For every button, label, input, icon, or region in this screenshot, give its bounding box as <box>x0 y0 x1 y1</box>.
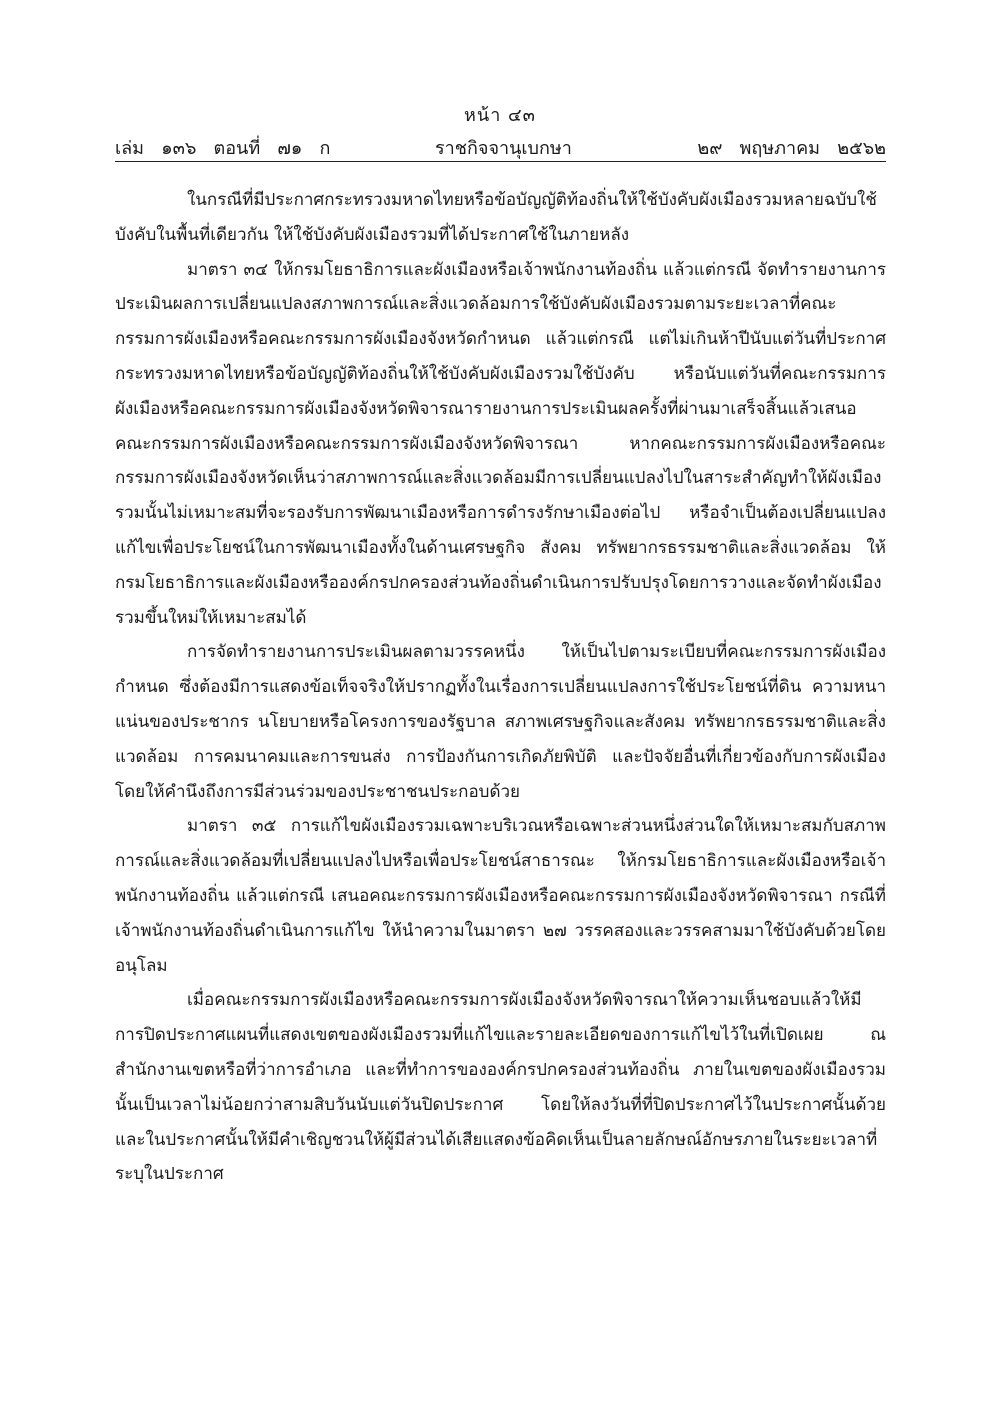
paragraph: การจัดทำรายงานการประเมินผลตามวรรคหนึ่ง ให้เป็นไปตามระเบียบที่คณะกรรมการผังเมืองกำหนด ซึ่งต้องมีการแสดงข้อเท็จจริงให้ปรากฏทั้งในเรื่องการเปลี่ยนแปลงการใช้ประโยชน์ที่ดิน ความหนาแน่นของประชากร นโยบายหรือโครงการของรัฐบาล สภาพเศรษฐกิจและสังคม ทรัพยากรธรรมชาติและสิ่งแวดล้อม การคมนาคมและการขนส่ง การป้องกันการเกิดภัยพิบัติ และปัจจัยอื่นที่เกี่ยวข้องกับการผังเมือง โดยให้คำนึงถึงการมีส่วนร่วมของประชาชนประกอบด้วย <box>115 642 886 802</box>
document-body <box>115 183 886 1192</box>
paragraph: ในกรณีที่มีประกาศกระทรวงมหาดไทยหรือข้อบัญญัติท้องถิ่นให้ใช้บังคับผังเมืองรวมหลายฉบับใช้บังคับในพื้นที่เดียวกัน ให้ใช้บังคับผังเมืองรวมที่ได้ประกาศใช้ในภายหลัง <box>115 190 877 245</box>
running-header <box>115 133 886 159</box>
paragraph: เมื่อคณะกรรมการผังเมืองหรือคณะกรรมการผังเมืองจังหวัดพิจารณาให้ความเห็นชอบแล้วให้มีการปิดประกาศแผนที่แสดงเขตของผังเมืองรวมที่แก้ไขและรายละเอียดของการแก้ไขไว้ในที่เปิดเผย ณ สำนักงานเขตหรือที่ว่าการอำเภอ และที่ทำการขององค์กรปกครองส่วนท้องถิ่น ภายในเขตของผังเมืองรวมนั้นเป็นเวลาไม่น้อยกว่าสามสิบวันนับแต่วันปิดประกาศ โดยให้ลงวันที่ที่ปิดประกาศไว้ในประกาศนั้นด้วย และในประกาศนั้นให้มีคำเชิญชวนให้ผู้มีส่วนได้เสียแสดงข้อคิดเห็นเป็นลายลักษณ์อักษรภายในระยะเวลาที่ระบุในประกาศ <box>115 990 886 1185</box>
page-number: หน้า ๔๓ <box>464 105 536 126</box>
section-34-paragraph: มาตรา ๓๔ ให้กรมโยธาธิการและผังเมืองหรือเจ้าพนักงานท้องถิ่น แล้วแต่กรณี จัดทำรายงานการประเมินผลการเปลี่ยนแปลงสภาพการณ์และสิ่งแวดล้อมการใช้บังคับผังเมืองรวมตามระยะเวลาที่คณะกรรมการผังเมืองหรือคณะกรรมการผังเมืองจังหวัดกำหนด แล้วแต่กรณี แต่ไม่เกินห้าปีนับแต่วันที่ประกาศกระทรวงมหาดไทยหรือข้อบัญญัติท้องถิ่นให้ใช้บังคับผังเมืองรวมใช้บังคับ หรือนับแต่วันที่คณะกรรมการผังเมืองหรือคณะกรรมการผังเมืองจังหวัดพิจารณารายงานการประเมินผลครั้งที่ผ่านมาเสร็จสิ้นแล้วเสนอคณะกรรมการผังเมืองหรือคณะกรรมการผังเมืองจังหวัดพิจารณา หากคณะกรรมการผังเมืองหรือคณะกรรมการผังเมืองจังหวัดเห็นว่าสภาพการณ์และสิ่งแวดล้อมมีการเปลี่ยนแปลงไปในสาระสำคัญทำให้ผังเมืองรวมนั้นไม่เหมาะสมที่จะรองรับการพัฒนาเมืองหรือการดำรงรักษาเมืองต่อไป หรือจำเป็นต้องเปลี่ยนแปลงแก้ไขเพื่อประโยชน์ในการพัฒนาเมืองทั้งในด้านเศรษฐกิจ สังคม ทรัพยากรธรรมชาติและสิ่งแวดล้อม ให้กรมโยธาธิการและผังเมืองหรือองค์กรปกครองส่วนท้องถิ่นดำเนินการปรับปรุงโดยการวางและจัดทำผังเมืองรวมขึ้นใหม่ให้เหมาะสมได้ <box>115 259 886 628</box>
gazette-name: ราชกิจจานุเบกษา <box>435 138 572 159</box>
header-divider <box>115 161 886 162</box>
section-35-paragraph: มาตรา ๓๕ การแก้ไขผังเมืองรวมเฉพาะบริเวณหรือเฉพาะส่วนหนึ่งส่วนใดให้เหมาะสมกับสภาพการณ์และสิ่งแวดล้อมที่เปลี่ยนแปลงไปหรือเพื่อประโยชน์สาธารณะ ให้กรมโยธาธิการและผังเมืองหรือเจ้าพนักงานท้องถิ่น แล้วแต่กรณี เสนอคณะกรรมการผังเมืองหรือคณะกรรมการผังเมืองจังหวัดพิจารณา กรณีที่เจ้าพนักงานท้องถิ่นดำเนินการแก้ไข ให้นำความในมาตรา ๒๗ วรรคสองและวรรคสามมาใช้บังคับด้วยโดยอนุโลม <box>115 816 886 976</box>
publication-date: ๒๙ พฤษภาคม ๒๕๖๒ <box>697 138 886 159</box>
volume-issue: เล่ม ๑๓๖ ตอนที่ ๗๑ ก <box>115 138 331 159</box>
